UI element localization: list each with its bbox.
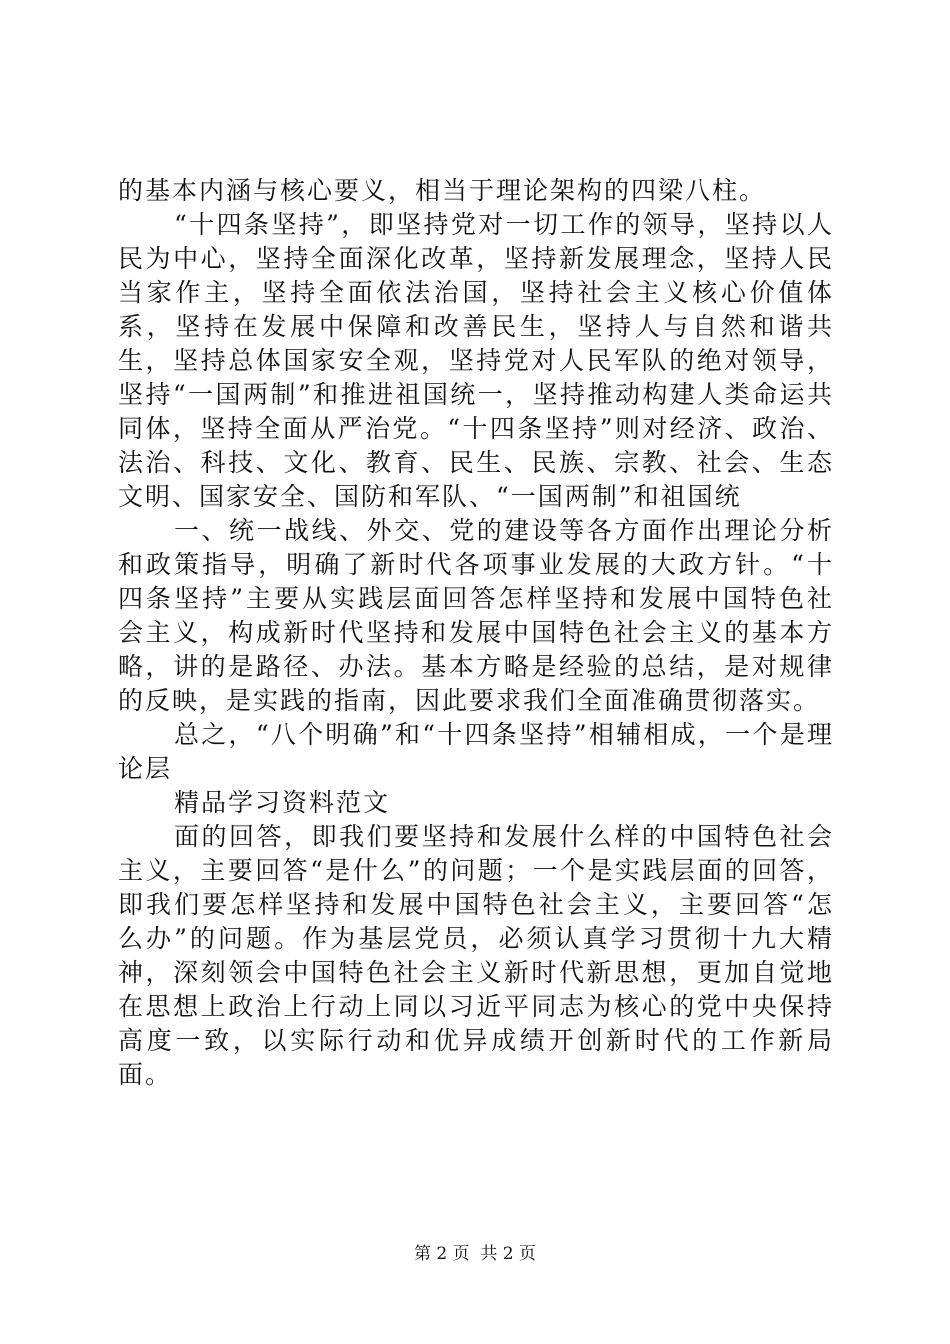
- paragraph-2: “十四条坚持”，即坚持党对一切工作的领导，坚持以人民为中心，坚持全面深化改革，坚持新发展理念，坚持人民当家作主，坚持全面依法治国，坚持社会主义核心价值体系，坚持在发展中保障和改善民生，坚持人与自然和谐共生，坚持总体国家安全观，坚持党对人民军队的绝对领导，坚持“一国两制”和推进祖国统一，坚持推动构建人类命运共同体，坚持全面从严治党。“十四条坚持”则对经济、政治、法治、科技、文化、教育、民生、民族、宗教、社会、生态文明、国家安全、国防和军队、“一国两制”和祖国统: [118, 210, 834, 511]
- watermark-line: 精品学习资料范文: [174, 788, 391, 817]
- page-footer: 第 2 页 共 2 页: [413, 1244, 537, 1264]
- paragraph-5: 面的回答，即我们要坚持和发展什么样的中国特色社会主义，主要回答“是什么”的问题；一个是实践层面的回答，即我们要怎样坚持和发展中国特色社会主义，主要回答“怎么办”的问题。作为基层党员，必须认真学习贯彻十九大精神，深刻领会中国特色社会主义新时代新思想，更加自觉地在思想上政治上行动上同以习近平同志为核心的党中央保持高度一致，以实际行动和优异成绩开创新时代的工作新局面。: [118, 822, 834, 1089]
- paragraph-4: 总之，“八个明确”和“十四条坚持”相辅相成，一个是理论层: [118, 720, 834, 783]
- document-body: [118, 174, 834, 1092]
- paragraph-1: 的基本内涵与核心要义，相当于理论架构的四梁八柱。: [118, 176, 767, 205]
- paragraph-3: 一、统一战线、外交、党的建设等各方面作出理论分析和政策指导，明确了新时代各项事业发展的大政方针。“十四条坚持”主要从实践层面回答怎样坚持和发展中国特色社会主义，构成新时代坚持和发展中国特色社会主义的基本方略，讲的是路径、办法。基本方略是经验的总结，是对规律的反映，是实践的指南，因此要求我们全面准确贯彻落实。: [118, 516, 834, 715]
